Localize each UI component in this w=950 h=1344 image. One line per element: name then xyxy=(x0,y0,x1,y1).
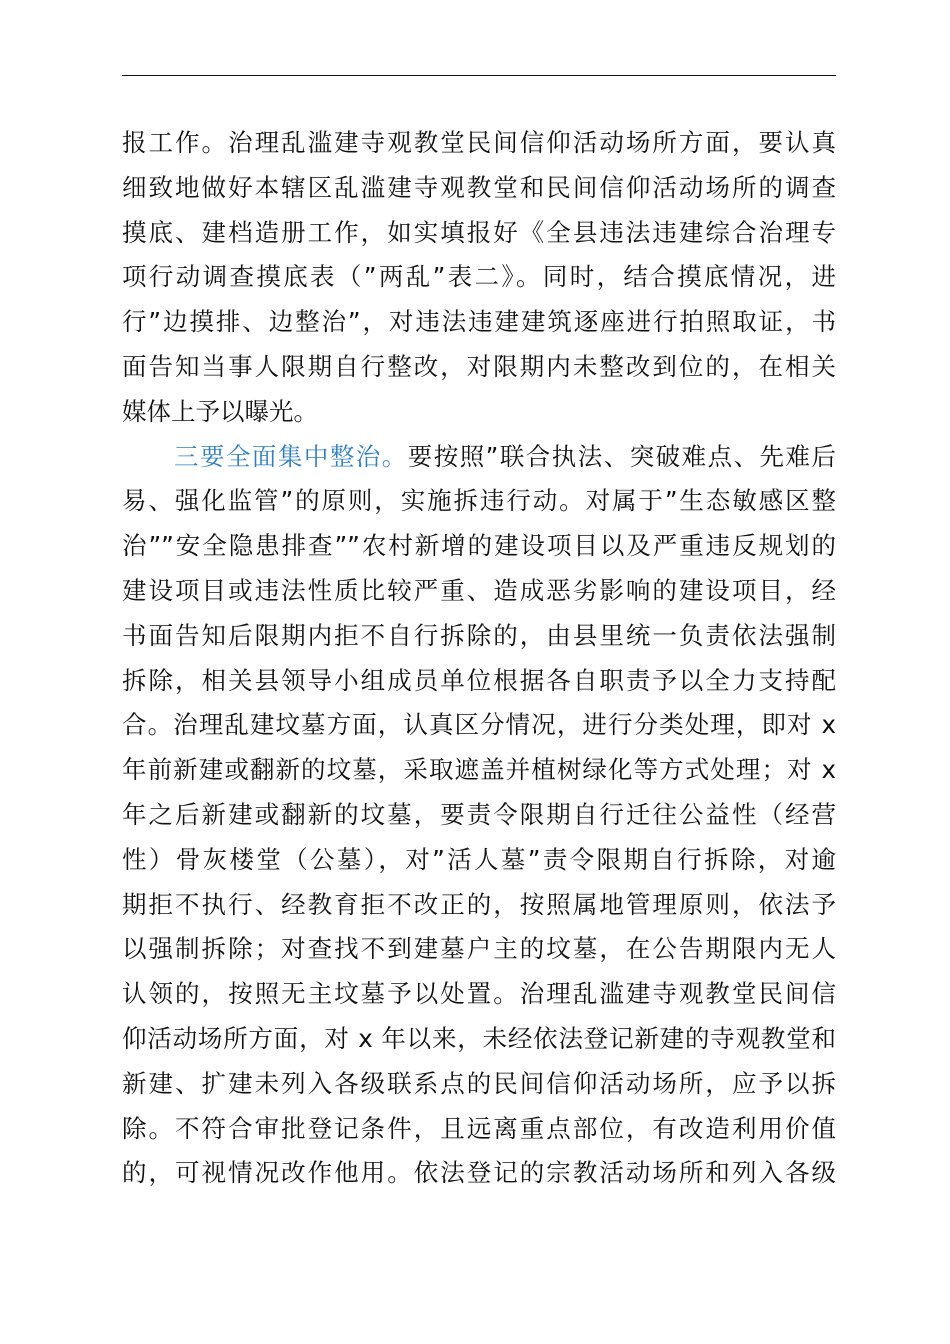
text-line: 细致地做好本辖区乱滥建寺观教堂和民间信仰活动场所的调查 xyxy=(122,172,836,202)
text-line: 行”边摸排、边整治”，对违法违建建筑逐座进行拍照取证，书 xyxy=(122,307,836,337)
text-line: 摸底、建档造册工作，如实填报好《全县违法违建综合治理专 xyxy=(122,217,836,247)
text-line: 年之后新建或翻新的坟墓，要责令限期自行迁往公益性（经营 xyxy=(122,799,836,829)
section-heading: 三要全面集中整治。 xyxy=(174,441,408,471)
text-line: 以强制拆除；对查找不到建墓户主的坟墓，在公告期限内无人 xyxy=(122,934,836,964)
text-line: 年前新建或翻新的坟墓，采取遮盖并植树绿化等方式处理；对 x xyxy=(122,755,836,785)
paragraph-1 xyxy=(122,121,836,435)
paragraph-2 xyxy=(122,435,836,1197)
text-line: 媒体上予以曝光。 xyxy=(122,396,318,426)
text-line: 合。治理乱建坟墓方面，认真区分情况，进行分类处理，即对 x xyxy=(122,710,836,740)
text-line xyxy=(122,435,836,480)
text-line: 面告知当事人限期自行整改，对限期内未整改到位的，在相关 xyxy=(122,351,836,381)
text-line: 拆除，相关县领导小组成员单位根据各自职责予以全力支持配 xyxy=(122,665,836,695)
text-line: 认领的，按照无主坟墓予以处置。治理乱滥建寺观教堂民间信 xyxy=(122,979,836,1009)
text-line: 项行动调查摸底表（”两乱”表二》。同时，结合摸底情况，进 xyxy=(122,262,836,292)
text-line: 的，可视情况改作他用。依法登记的宗教活动场所和列入各级 xyxy=(122,1158,836,1188)
text-line: 治””安全隐患排查””农村新增的建设项目以及严重违反规划的 xyxy=(122,531,836,561)
document-body xyxy=(122,121,836,1196)
text-line: 期拒不执行、经教育拒不改正的，按照属地管理原则，依法予 xyxy=(122,889,836,919)
text-line: 性）骨灰楼堂（公墓），对”活人墓”责令限期自行拆除，对逾 xyxy=(122,844,836,874)
text-line: 易、强化监管”的原则，实施拆违行动。对属于”生态敏感区整 xyxy=(122,486,836,516)
header-rule xyxy=(122,75,836,76)
text-line: 书面告知后限期内拒不自行拆除的，由县里统一负责依法强制 xyxy=(122,620,836,650)
text-line: 新建、扩建未列入各级联系点的民间信仰活动场所，应予以拆 xyxy=(122,1068,836,1098)
text-line: 建设项目或违法性质比较严重、造成恶劣影响的建设项目，经 xyxy=(122,575,836,605)
text-line: 除。不符合审批登记条件，且远离重点部位，有改造利用价值 xyxy=(122,1113,836,1143)
text-run: 要按照”联合执法、突破难点、先难后 xyxy=(407,441,836,471)
text-line: 仰活动场所方面，对 x 年以来，未经依法登记新建的寺观教堂和 xyxy=(122,1023,836,1053)
text-line: 报工作。治理乱滥建寺观教堂民间信仰活动场所方面，要认真 xyxy=(122,128,836,157)
